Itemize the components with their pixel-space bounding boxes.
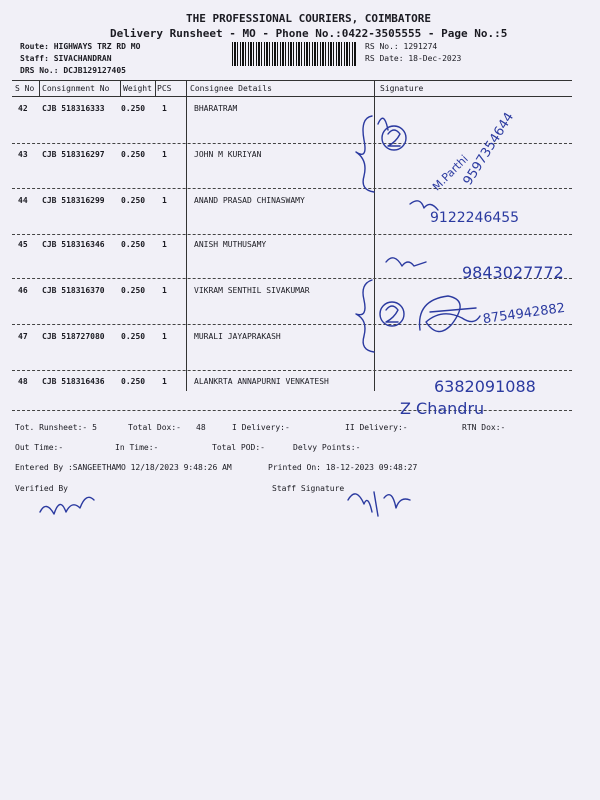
row-consignment: CJB 518727080 [42,332,105,341]
total-pod: Total POD:- [212,443,265,452]
tot-runsheet: Tot. Runsheet:- 5 [15,423,97,432]
row-weight: 0.250 [121,286,146,295]
row-weight: 0.250 [121,196,146,205]
entered-by: Entered By :SANGEETHAMO 12/18/2023 9:48:26 AM [15,463,232,472]
verified-signature [40,497,94,514]
row-consignee: BHARATRAM [194,104,238,113]
verified-by: Verified By [15,484,68,493]
ii-delivery: II Delivery:- [345,423,408,432]
row-sno: 43 [18,150,28,159]
row-consignee: ANISH MUTHUSAMY [194,240,267,249]
row-weight: 0.250 [121,377,146,386]
i-delivery: I Delivery:- [232,423,290,432]
drs-number: DRS No.: DCJB129127405 [20,66,126,75]
scribble-mark [410,201,438,210]
row-pcs: 1 [162,332,167,341]
row-weight: 0.250 [121,332,146,341]
row-weight: 0.250 [121,150,146,159]
col-signature: Signature [380,84,424,93]
row-pcs: 1 [162,377,167,386]
row-pcs: 1 [162,240,167,249]
row-sno: 48 [18,377,28,386]
col-weight: Weight [123,84,152,93]
row-consignee: ALANKRTA ANNAPURNI VENKATESH [194,377,329,386]
row-sno: 45 [18,240,28,249]
staff-label: Staff: SIVACHANDRAN [20,54,112,63]
row-consignee: VIKRAM SENTHIL SIVAKUMAR [194,286,310,295]
out-time: Out Time:- [15,443,64,452]
row-sno: 46 [18,286,28,295]
in-time: In Time:- [115,443,159,452]
row-pcs: 1 [162,196,167,205]
row-consignee: MURALI JAYAPRAKASH [194,332,281,341]
row-consignee: JOHN M KURIYAN [194,150,262,159]
handwritten-phone: 6382091088 [434,377,536,396]
col-sno: S No [15,84,35,93]
signature-scribble [430,308,476,312]
staff-signature [348,492,410,516]
row-sno: 42 [18,104,28,113]
handwritten-phone: 8754942882 [481,300,566,328]
col-consignment: Consignment No [42,84,110,93]
col-consignee: Consignee Details [190,84,272,93]
staff-signature-label: Staff Signature [272,484,345,493]
row-weight: 0.250 [121,240,146,249]
handwritten-phone: 9597354644 [460,110,518,189]
rs-date: RS Date: 18-Dec-2023 [365,54,462,63]
total-dox-label: Total Dox:- [128,423,181,432]
digit-two-mark [386,306,398,322]
rtn-dox: RTN Dox:- [462,423,506,432]
handwritten-name: M.Parthi [430,152,471,194]
row-consignment: CJB 518316436 [42,377,105,386]
brace-mark [356,280,374,352]
row-weight: 0.250 [121,104,146,113]
digit-two-mark [388,130,400,146]
row-sno: 47 [18,332,28,341]
row-pcs: 1 [162,104,167,113]
printed-on: Printed On: 18-12-2023 09:48:27 [268,463,418,472]
row-sno: 44 [18,196,28,205]
row-pcs: 1 [162,150,167,159]
row-consignment: CJB 518316299 [42,196,105,205]
signature-scribble [420,296,480,332]
scribble-mark [386,258,426,266]
row-pcs: 1 [162,286,167,295]
col-pcs: PCS [157,84,172,93]
handwritten-phone: 9843027772 [462,263,564,282]
row-consignment: CJB 518316333 [42,104,105,113]
delvy-points: Delvy Points:- [293,443,361,452]
brace-mark [356,116,374,192]
row-consignment: CJB 518316346 [42,240,105,249]
row-consignment: CJB 518316370 [42,286,105,295]
rs-number: RS No.: 1291274 [365,42,438,51]
total-dox-value: 48 [196,423,206,432]
handwritten-name: Z Chandru [400,399,485,418]
route-label: Route: HIGHWAYS TRZ RD MO [20,42,141,51]
runsheet-subtitle: Delivery Runsheet - MO - Phone No.:0422-3505555 - Page No.:5 [110,27,508,40]
row-consignee: ANAND PRASAD CHINASWAMY [194,196,305,205]
company-title: THE PROFESSIONAL COURIERS, COIMBATORE [186,12,432,25]
handwritten-phone: 9122246455 [430,210,520,226]
row-consignment: CJB 518316297 [42,150,105,159]
